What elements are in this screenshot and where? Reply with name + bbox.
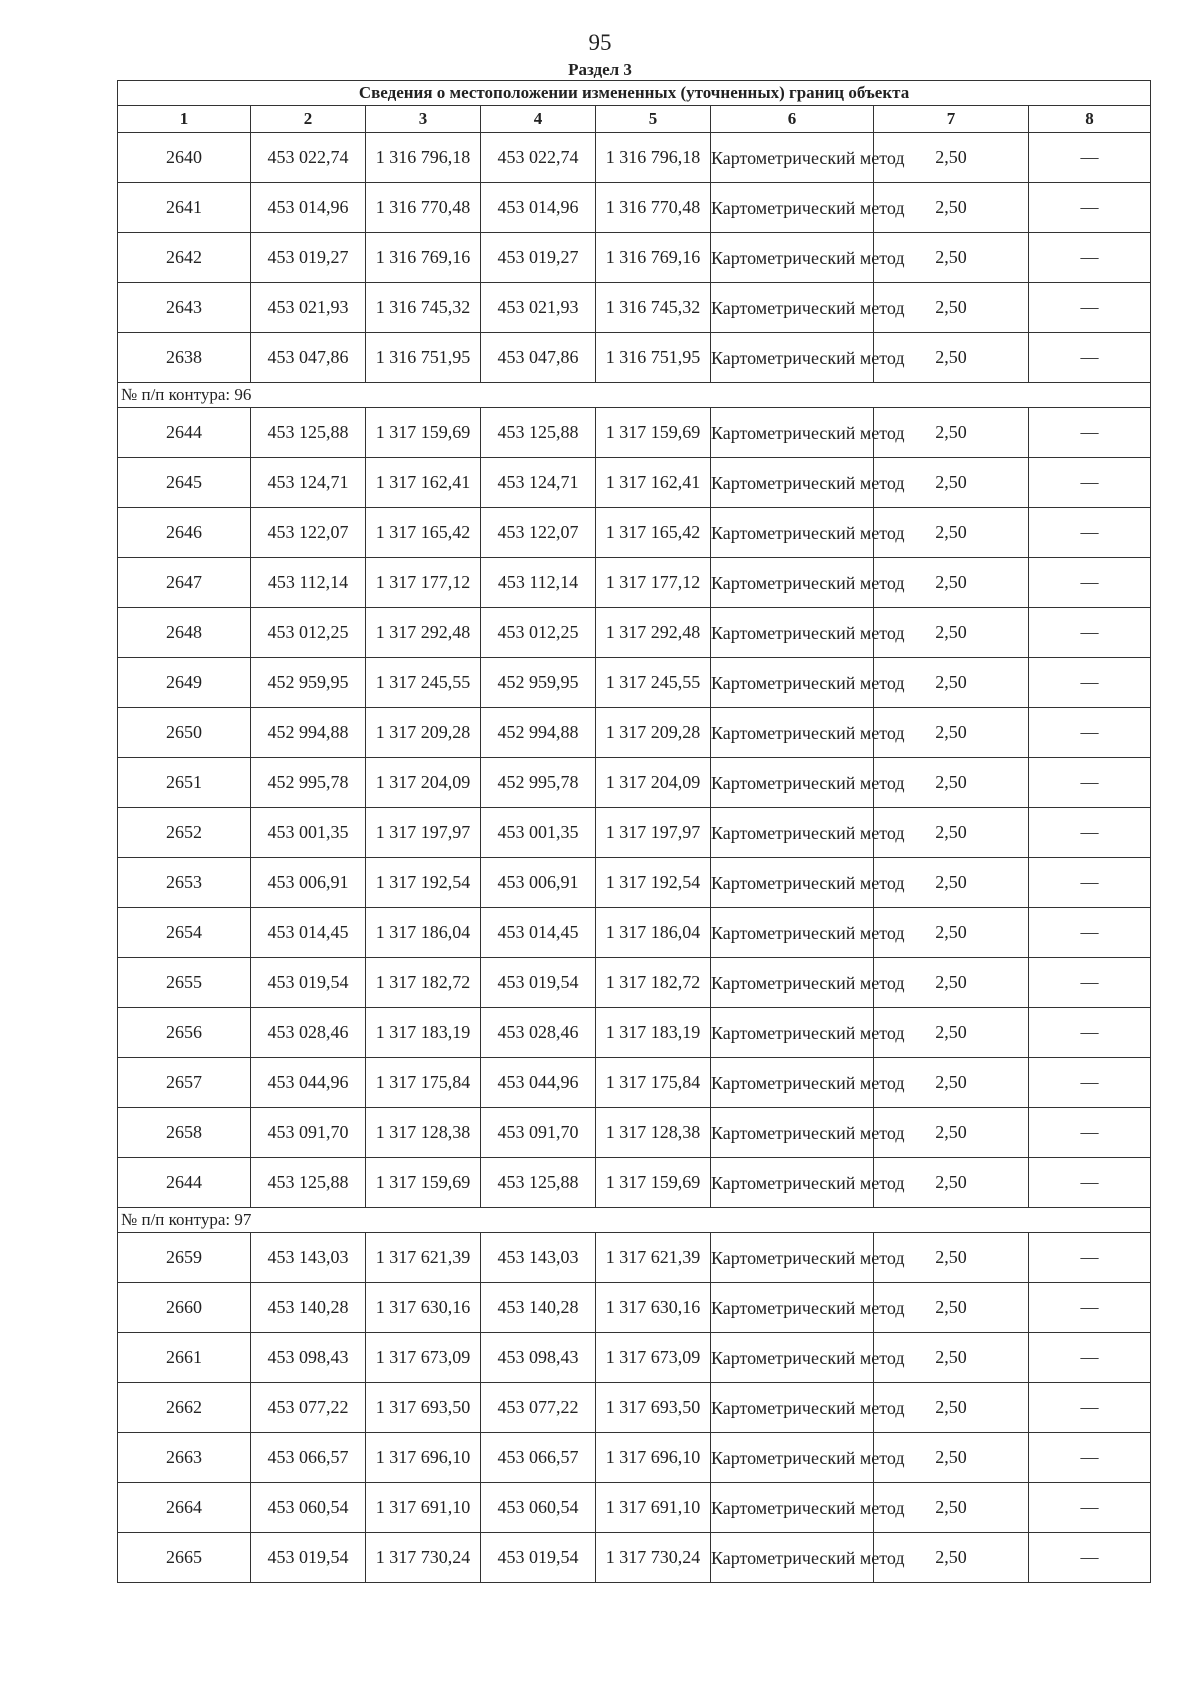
table-cell: Картометрический метод	[711, 858, 874, 908]
table-cell: 453 124,71	[481, 458, 596, 508]
table-cell: 2644	[118, 1158, 251, 1208]
table-cell: 2653	[118, 858, 251, 908]
table-cell: 2652	[118, 808, 251, 858]
table-cell: 1 316 770,48	[366, 183, 481, 233]
table-cell: 2,50	[874, 808, 1029, 858]
table-cell: 2,50	[874, 558, 1029, 608]
table-cell: 453 140,28	[251, 1283, 366, 1333]
column-number: 3	[366, 106, 481, 133]
table-cell: 2,50	[874, 1008, 1029, 1058]
table-cell: Картометрический метод	[711, 608, 874, 658]
column-number: 5	[596, 106, 711, 133]
table-cell: 453 014,45	[481, 908, 596, 958]
table-row	[118, 1283, 1151, 1333]
table-cell: Картометрический метод	[711, 558, 874, 608]
table-cell: 2,50	[874, 858, 1029, 908]
table-cell: 2647	[118, 558, 251, 608]
table-cell: 2,50	[874, 1058, 1029, 1108]
table-cell: 1 317 162,41	[366, 458, 481, 508]
table-cell: 1 317 159,69	[366, 408, 481, 458]
table-cell: 2,50	[874, 658, 1029, 708]
table-cell: 2,50	[874, 1108, 1029, 1158]
table-cell: Картометрический метод	[711, 1233, 874, 1283]
column-number: 8	[1029, 106, 1151, 133]
table-cell: 1 317 292,48	[596, 608, 711, 658]
table-cell: 2,50	[874, 1158, 1029, 1208]
table-cell: 1 317 175,84	[366, 1058, 481, 1108]
table-cell: 453 021,93	[481, 283, 596, 333]
table-cell: 453 014,45	[251, 908, 366, 958]
table-cell: 453 143,03	[251, 1233, 366, 1283]
table-cell: 453 012,25	[251, 608, 366, 658]
table-cell: —	[1029, 608, 1151, 658]
table-cell: 1 317 630,16	[366, 1283, 481, 1333]
table-row	[118, 408, 1151, 458]
table-cell: Картометрический метод	[711, 908, 874, 958]
table-cell: Картометрический метод	[711, 758, 874, 808]
table-row	[118, 558, 1151, 608]
boundary-table	[117, 80, 1151, 1583]
table-row	[118, 858, 1151, 908]
table-cell: 453 022,74	[481, 133, 596, 183]
table-cell: 2641	[118, 183, 251, 233]
table-cell: 1 316 796,18	[366, 133, 481, 183]
table-cell: —	[1029, 1283, 1151, 1333]
table-cell: Картометрический метод	[711, 1058, 874, 1108]
table-cell: 453 125,88	[251, 1158, 366, 1208]
table-cell: 1 316 769,16	[596, 233, 711, 283]
table-cell: 453 124,71	[251, 458, 366, 508]
table-cell: 2,50	[874, 1283, 1029, 1333]
table-cell: Картометрический метод	[711, 408, 874, 458]
table-cell: 1 317 730,24	[596, 1533, 711, 1583]
table-cell: 2,50	[874, 958, 1029, 1008]
table-cell: Картометрический метод	[711, 458, 874, 508]
table-cell: 2,50	[874, 1483, 1029, 1533]
table-cell: 1 317 621,39	[366, 1233, 481, 1283]
table-cell: 453 098,43	[251, 1333, 366, 1383]
table-cell: —	[1029, 1483, 1151, 1533]
table-cell: 2665	[118, 1533, 251, 1583]
table-row	[118, 1008, 1151, 1058]
table-row	[118, 333, 1151, 383]
table-cell: 1 317 673,09	[366, 1333, 481, 1383]
table-cell: 2663	[118, 1433, 251, 1483]
table-cell: 453 122,07	[481, 508, 596, 558]
table-cell: Картометрический метод	[711, 1383, 874, 1433]
table-cell: 2643	[118, 283, 251, 333]
table-cell: 453 091,70	[251, 1108, 366, 1158]
table-cell: 2,50	[874, 608, 1029, 658]
table-row	[118, 1483, 1151, 1533]
table-cell: 1 317 691,10	[596, 1483, 711, 1533]
table-cell: —	[1029, 1108, 1151, 1158]
table-cell: 2648	[118, 608, 251, 658]
table-row	[118, 1333, 1151, 1383]
table-cell: 2,50	[874, 333, 1029, 383]
table-cell: 2,50	[874, 508, 1029, 558]
table-cell: 1 317 621,39	[596, 1233, 711, 1283]
table-row	[118, 183, 1151, 233]
table-cell: —	[1029, 183, 1151, 233]
table-cell: 2645	[118, 458, 251, 508]
table-cell: 1 317 691,10	[366, 1483, 481, 1533]
table-cell: 453 019,54	[481, 958, 596, 1008]
table-cell: Картометрический метод	[711, 658, 874, 708]
table-cell: 453 125,88	[481, 408, 596, 458]
table-cell: Картометрический метод	[711, 283, 874, 333]
table-cell: 453 077,22	[251, 1383, 366, 1433]
table-cell: 2660	[118, 1283, 251, 1333]
table-cell: 2,50	[874, 1533, 1029, 1583]
table-row	[118, 133, 1151, 183]
table-row	[118, 1433, 1151, 1483]
table-cell: Картометрический метод	[711, 1333, 874, 1383]
table-cell: 453 125,88	[481, 1158, 596, 1208]
table-cell: 2649	[118, 658, 251, 708]
table-cell: 1 317 192,54	[366, 858, 481, 908]
table-cell: 453 122,07	[251, 508, 366, 558]
table-cell: 1 317 245,55	[596, 658, 711, 708]
table-cell: 2654	[118, 908, 251, 958]
table-cell: 453 022,74	[251, 133, 366, 183]
table-cell: 2650	[118, 708, 251, 758]
table-cell: 1 317 128,38	[366, 1108, 481, 1158]
table-row	[118, 1108, 1151, 1158]
table-cell: 2646	[118, 508, 251, 558]
table-cell: 2,50	[874, 1233, 1029, 1283]
table-cell: 1 317 165,42	[596, 508, 711, 558]
column-number-row	[118, 106, 1151, 133]
table-cell: 1 317 197,97	[596, 808, 711, 858]
table-cell: Картометрический метод	[711, 1283, 874, 1333]
contour-label: № п/п контура: 96	[118, 383, 1151, 408]
table-cell: 453 019,27	[481, 233, 596, 283]
table-cell: 452 995,78	[251, 758, 366, 808]
table-cell: 1 317 192,54	[596, 858, 711, 908]
table-cell: 1 316 751,95	[366, 333, 481, 383]
table-cell: 453 019,54	[481, 1533, 596, 1583]
table-cell: —	[1029, 908, 1151, 958]
table-cell: 453 047,86	[481, 333, 596, 383]
table-row	[118, 708, 1151, 758]
table-row	[118, 758, 1151, 808]
table-cell: 453 001,35	[481, 808, 596, 858]
table-cell: 2,50	[874, 183, 1029, 233]
table-cell: Картометрический метод	[711, 233, 874, 283]
section-title: Раздел 3	[568, 60, 632, 79]
table-cell: —	[1029, 1533, 1151, 1583]
table-cell: Картометрический метод	[711, 333, 874, 383]
table-cell: 453 012,25	[481, 608, 596, 658]
table-cell: 1 317 209,28	[596, 708, 711, 758]
table-cell: 1 317 159,69	[596, 408, 711, 458]
table-cell: 1 316 769,16	[366, 233, 481, 283]
table-cell: —	[1029, 958, 1151, 1008]
table-row	[118, 1533, 1151, 1583]
table-cell: 2,50	[874, 758, 1029, 808]
table-cell: 2,50	[874, 458, 1029, 508]
table-cell: —	[1029, 1383, 1151, 1433]
table-cell: 1 317 696,10	[596, 1433, 711, 1483]
table-cell: 2656	[118, 1008, 251, 1058]
table-cell: 452 959,95	[251, 658, 366, 708]
table-cell: 453 066,57	[481, 1433, 596, 1483]
table-cell: 1 317 186,04	[366, 908, 481, 958]
table-cell: 1 317 128,38	[596, 1108, 711, 1158]
table-cell: Картометрический метод	[711, 133, 874, 183]
table-row	[118, 658, 1151, 708]
table-cell: 453 014,96	[251, 183, 366, 233]
table-cell: 453 044,96	[481, 1058, 596, 1108]
table-cell: Картометрический метод	[711, 1433, 874, 1483]
table-cell: 453 019,27	[251, 233, 366, 283]
table-cell: 1 316 796,18	[596, 133, 711, 183]
table-cell: —	[1029, 1008, 1151, 1058]
table-cell: 453 060,54	[251, 1483, 366, 1533]
table-cell: 452 995,78	[481, 758, 596, 808]
column-number: 7	[874, 106, 1029, 133]
table-cell: 1 316 745,32	[366, 283, 481, 333]
table-cell: 453 066,57	[251, 1433, 366, 1483]
table-cell: 452 994,88	[481, 708, 596, 758]
table-cell: —	[1029, 333, 1151, 383]
table-cell: 453 001,35	[251, 808, 366, 858]
table-cell: 453 047,86	[251, 333, 366, 383]
table-cell: Картометрический метод	[711, 1158, 874, 1208]
table-cell: 1 317 693,50	[366, 1383, 481, 1433]
page-number: 95	[588, 30, 612, 55]
table-row	[118, 1233, 1151, 1283]
table-cell: —	[1029, 233, 1151, 283]
table-cell: 1 317 177,12	[366, 558, 481, 608]
table-cell: 453 077,22	[481, 1383, 596, 1433]
table-cell: —	[1029, 858, 1151, 908]
table-row	[118, 608, 1151, 658]
table-cell: 1 317 175,84	[596, 1058, 711, 1108]
table-cell: 2640	[118, 133, 251, 183]
table-cell: —	[1029, 758, 1151, 808]
table-cell: 1 317 159,69	[596, 1158, 711, 1208]
table-row	[118, 958, 1151, 1008]
table-cell: 2,50	[874, 1333, 1029, 1383]
table-cell: 2659	[118, 1233, 251, 1283]
column-number: 6	[711, 106, 874, 133]
table-cell: 2651	[118, 758, 251, 808]
table-cell: 2,50	[874, 233, 1029, 283]
table-cell: Картометрический метод	[711, 958, 874, 1008]
table-cell: —	[1029, 133, 1151, 183]
column-number: 2	[251, 106, 366, 133]
table-cell: —	[1029, 1433, 1151, 1483]
table-cell: 453 140,28	[481, 1283, 596, 1333]
table-cell: 2,50	[874, 708, 1029, 758]
table-cell: 453 112,14	[251, 558, 366, 608]
table-cell: 1 317 183,19	[366, 1008, 481, 1058]
table-cell: 453 019,54	[251, 1533, 366, 1583]
table-row	[118, 908, 1151, 958]
table-cell: 452 994,88	[251, 708, 366, 758]
table-cell: Картометрический метод	[711, 1108, 874, 1158]
table-cell: 2638	[118, 333, 251, 383]
table-cell: 2664	[118, 1483, 251, 1533]
table-cell: 1 317 245,55	[366, 658, 481, 708]
table-cell: 453 006,91	[251, 858, 366, 908]
table-cell: 2,50	[874, 408, 1029, 458]
table-cell: 2,50	[874, 133, 1029, 183]
table-cell: 453 091,70	[481, 1108, 596, 1158]
table-cell: 2657	[118, 1058, 251, 1108]
table-cell: 1 317 183,19	[596, 1008, 711, 1058]
contour-row	[118, 383, 1151, 408]
table-cell: 453 006,91	[481, 858, 596, 908]
table-cell: 2,50	[874, 1383, 1029, 1433]
table-cell: Картометрический метод	[711, 508, 874, 558]
table-row	[118, 1158, 1151, 1208]
contour-label: № п/п контура: 97	[118, 1208, 1151, 1233]
table-cell: —	[1029, 283, 1151, 333]
table-cell: 452 959,95	[481, 658, 596, 708]
table-cell: 453 060,54	[481, 1483, 596, 1533]
table-cell: 2,50	[874, 1433, 1029, 1483]
table-cell: Картометрический метод	[711, 183, 874, 233]
table-cell: 1 317 292,48	[366, 608, 481, 658]
table-cell: —	[1029, 708, 1151, 758]
table-cell: 1 317 204,09	[596, 758, 711, 808]
table-title: Сведения о местоположении измененных (уточненных) границ объекта	[118, 81, 1151, 106]
table-cell: —	[1029, 658, 1151, 708]
contour-row	[118, 1208, 1151, 1233]
table-cell: 1 317 162,41	[596, 458, 711, 508]
table-cell: 2661	[118, 1333, 251, 1383]
column-number: 4	[481, 106, 596, 133]
table-cell: —	[1029, 1158, 1151, 1208]
table-body	[118, 133, 1151, 1583]
table-cell: 1 317 630,16	[596, 1283, 711, 1333]
table-cell: 2,50	[874, 908, 1029, 958]
table-cell: Картометрический метод	[711, 1533, 874, 1583]
table-row	[118, 458, 1151, 508]
table-cell: —	[1029, 1333, 1151, 1383]
table-cell: 1 317 209,28	[366, 708, 481, 758]
table-cell: —	[1029, 458, 1151, 508]
table-cell: Картометрический метод	[711, 808, 874, 858]
table-cell: 1 317 693,50	[596, 1383, 711, 1433]
table-cell: —	[1029, 1058, 1151, 1108]
table-cell: —	[1029, 408, 1151, 458]
table-cell: 1 317 177,12	[596, 558, 711, 608]
table-cell: 2655	[118, 958, 251, 1008]
table-cell: 2644	[118, 408, 251, 458]
table-cell: 453 112,14	[481, 558, 596, 608]
table-row	[118, 808, 1151, 858]
table-cell: 453 028,46	[481, 1008, 596, 1058]
table-cell: 1 317 159,69	[366, 1158, 481, 1208]
table-row	[118, 508, 1151, 558]
table-cell: 1 317 204,09	[366, 758, 481, 808]
table-cell: —	[1029, 558, 1151, 608]
table-row	[118, 1383, 1151, 1433]
table-cell: 1 316 770,48	[596, 183, 711, 233]
table-cell: 1 317 165,42	[366, 508, 481, 558]
table-cell: 1 317 186,04	[596, 908, 711, 958]
table-cell: 1 316 751,95	[596, 333, 711, 383]
table-cell: 1 317 673,09	[596, 1333, 711, 1383]
table-cell: 1 317 182,72	[596, 958, 711, 1008]
table-cell: 453 014,96	[481, 183, 596, 233]
table-cell: 453 143,03	[481, 1233, 596, 1283]
table-cell: 453 028,46	[251, 1008, 366, 1058]
table-cell: Картометрический метод	[711, 1008, 874, 1058]
table-row	[118, 283, 1151, 333]
table-cell: 1 317 730,24	[366, 1533, 481, 1583]
column-number: 1	[118, 106, 251, 133]
table-cell: —	[1029, 1233, 1151, 1283]
table-cell: 453 125,88	[251, 408, 366, 458]
table-cell: Картометрический метод	[711, 708, 874, 758]
table-cell: 1 317 197,97	[366, 808, 481, 858]
table-cell: 1 317 696,10	[366, 1433, 481, 1483]
table-cell: 1 316 745,32	[596, 283, 711, 333]
table-cell: 2662	[118, 1383, 251, 1433]
table-row	[118, 233, 1151, 283]
table-cell: 2642	[118, 233, 251, 283]
table-cell: 453 019,54	[251, 958, 366, 1008]
table-cell: —	[1029, 808, 1151, 858]
table-cell: 2,50	[874, 283, 1029, 333]
table-cell: 453 044,96	[251, 1058, 366, 1108]
table-row	[118, 1058, 1151, 1108]
table-cell: 2658	[118, 1108, 251, 1158]
table-cell: 453 098,43	[481, 1333, 596, 1383]
table-cell: Картометрический метод	[711, 1483, 874, 1533]
table-cell: 453 021,93	[251, 283, 366, 333]
table-cell: —	[1029, 508, 1151, 558]
table-cell: 1 317 182,72	[366, 958, 481, 1008]
